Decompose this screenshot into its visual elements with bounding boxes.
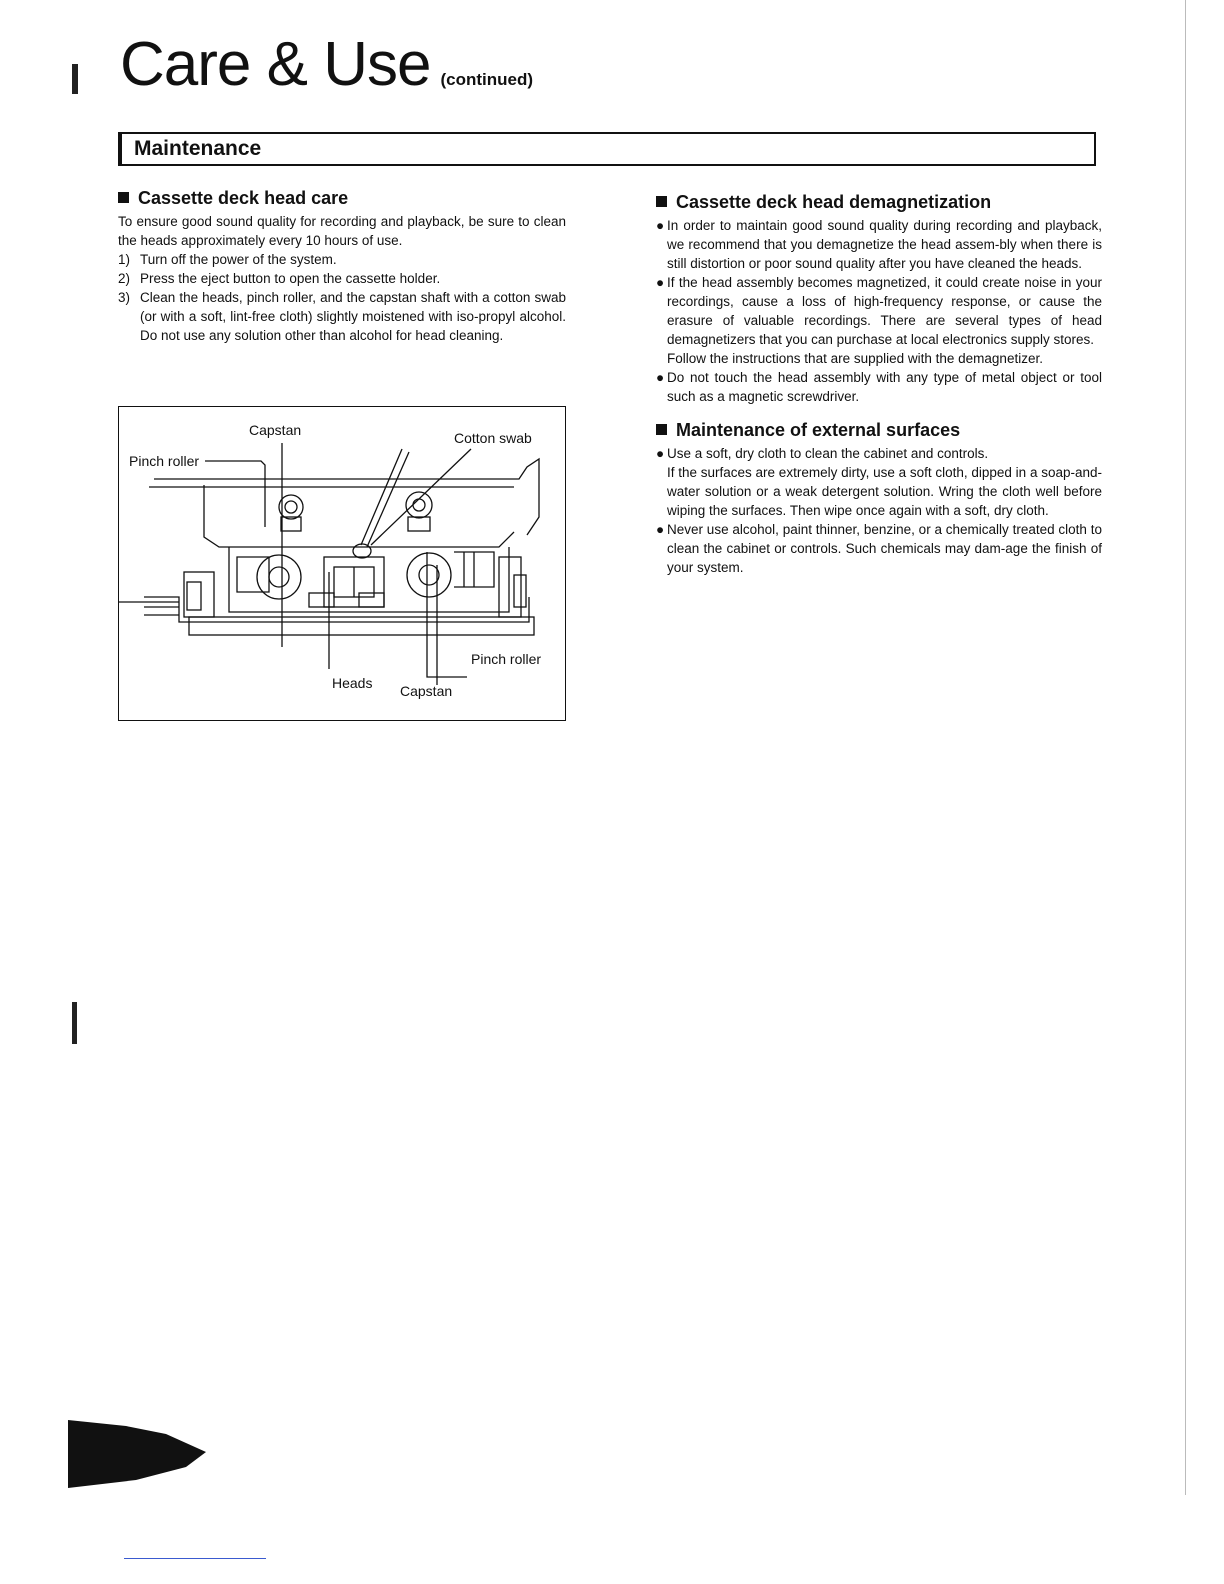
head-care-steps [118, 250, 566, 345]
page-edge-line [1185, 0, 1186, 1495]
bullet-icon: ● [656, 522, 665, 537]
bullet-icon: ● [656, 446, 665, 461]
scan-mark-top [72, 64, 78, 94]
bullet-icon: ● [656, 370, 665, 385]
page-title-main: Care & Use [120, 30, 431, 99]
head-care-heading [118, 187, 566, 209]
head-care-intro: To ensure good sound quality for recording and playback, be sure to clean the heads approximately every 10 hours of use. [118, 214, 566, 248]
label-capstan-bottom: Capstan [400, 683, 453, 699]
label-heads: Heads [332, 675, 373, 691]
external-text: Never use alcohol, paint thinner, benzine, or a chemically treated cloth to clean the cabinet or controls. Such chemicals may dam-age the finish of your system. [667, 522, 1102, 575]
page-edge-tab-mark [66, 1412, 216, 1492]
external-continuation: If the surfaces are extremely dirty, use a soft cloth, dipped in a soap-and-water solution or a weak detergent solution. Wring the cloth well before wiping the surfaces. Then wipe once again with a soft, dry cloth. [667, 465, 1102, 518]
square-bullet-icon [118, 192, 129, 203]
step-number: 3) [118, 290, 131, 305]
external-list [656, 444, 1102, 463]
demag-item [656, 216, 1102, 273]
demag-heading-text: Cassette deck head demagnetization [676, 192, 992, 212]
label-capstan-top: Capstan [249, 422, 302, 438]
demag-item [656, 273, 1102, 349]
step-text: Clean the heads, pinch roller, and the capstan shaft with a cotton swab (or with a soft, lint-free cloth) slightly moistened with iso-propyl alcohol. Do not use any solution other than alcohol for head cleaning. [140, 290, 566, 343]
label-pinch-roller-right: Pinch roller [471, 651, 542, 667]
bullet-icon: ● [656, 218, 665, 233]
section-title: Maintenance [134, 137, 262, 160]
demag-text: If the head assembly becomes magnetized, it could create noise in your recordings, cause a loss of high-frequency response, or cause the erasure of valuable recordings. There are several types of head demagnetizers that you can purchase at local electronics supply stores. [667, 275, 1102, 347]
right-column [656, 191, 1102, 577]
external-list-2 [656, 520, 1102, 577]
bullet-icon: ● [656, 275, 665, 290]
scan-mark-middle [72, 1002, 77, 1044]
square-bullet-icon [656, 424, 667, 435]
external-item [656, 520, 1102, 577]
demag-heading [656, 191, 1102, 213]
step-number: 2) [118, 271, 131, 286]
external-item [656, 444, 1102, 463]
step-text: Turn off the power of the system. [140, 252, 337, 267]
square-bullet-icon [656, 196, 667, 207]
step-number: 1) [118, 252, 131, 267]
demag-text: Do not touch the head assembly with any type of metal object or tool such as a magnetic screwdriver. [667, 370, 1102, 404]
external-text: Use a soft, dry cloth to clean the cabinet and controls. [667, 446, 989, 461]
external-heading [656, 419, 1102, 441]
label-pinch-roller-left: Pinch roller [129, 453, 200, 469]
bottom-rule [124, 1558, 266, 1559]
head-care-heading-text: Cassette deck head care [138, 188, 349, 208]
demag-list-2 [656, 368, 1102, 406]
label-cotton-swab: Cotton swab [454, 430, 532, 446]
left-column [118, 187, 566, 345]
step-item [118, 250, 566, 269]
step-item [118, 288, 566, 345]
demag-text: In order to maintain good sound quality during recording and playback, we recommend that you demagnetize the head assem-bly when there is still distortion or poor sound quality after you have cleaned the heads. [667, 218, 1102, 271]
page-title [120, 30, 533, 99]
step-item [118, 269, 566, 288]
cassette-head-diagram [118, 406, 566, 721]
demag-list [656, 216, 1102, 349]
section-header [118, 132, 1096, 166]
demag-item [656, 368, 1102, 406]
page-title-subtitle: (continued) [440, 70, 533, 89]
external-heading-text: Maintenance of external surfaces [676, 420, 961, 440]
step-text: Press the eject button to open the cassette holder. [140, 271, 441, 286]
demag-follow-note: Follow the instructions that are supplied with the demagnetizer. [667, 351, 1043, 366]
